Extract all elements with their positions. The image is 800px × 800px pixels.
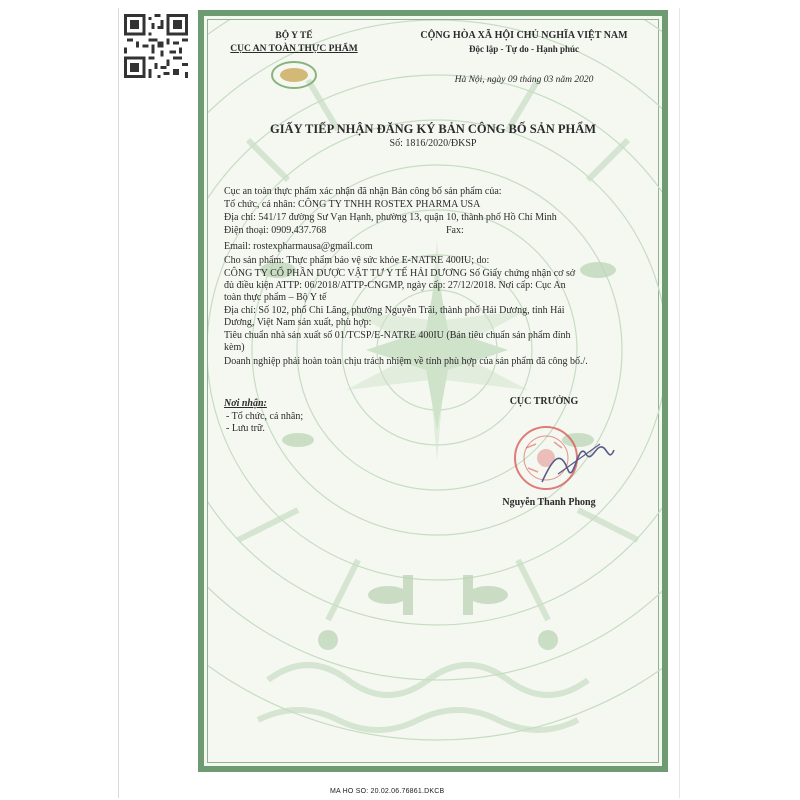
recipients-heading: Nơi nhận: <box>224 398 267 409</box>
agency-label: CỤC AN TOÀN THỰC PHẨM <box>230 44 358 54</box>
document-number: Số: 1816/2020/ĐKSP <box>389 138 477 149</box>
body-standard-line2: kèm) <box>224 342 245 353</box>
body-maker-line2: đủ điều kiện ATTP: 06/2018/ATTP-CNGMP, ngày cấp: 27/12/2018. Nơi cấp: Cục An <box>224 280 566 291</box>
national-motto: Độc lập - Tự do - Hạnh phúc <box>468 44 579 54</box>
qr-code <box>124 14 188 78</box>
country-name: CỘNG HÒA XÃ HỘI CHỦ NGHĨA VIỆT NAM <box>420 30 628 41</box>
document-title: GIẤY TIẾP NHẬN ĐĂNG KÝ BẢN CÔNG BỐ SẢN PHẨM <box>269 122 597 136</box>
recipients-item: - Lưu trữ. <box>226 423 265 434</box>
body-address: Địa chỉ: 541/17 đường Sư Vạn Hạnh, phường 13, quận 10, thành phố Hồ Chí Minh <box>224 212 557 223</box>
body-organization: Tổ chức, cá nhân: CÔNG TY TNHH ROSTEX PHARMA USA <box>224 199 481 210</box>
body-maker-address-line1: Địa chỉ: Số 102, phố Chi Lăng, phường Nguyễn Trãi, thành phố Hải Dương, tỉnh Hải <box>224 305 565 316</box>
body-standard-line1: Tiêu chuẩn nhà sản xuất số 01/TCSP/E-NATRE 400IU (Bản tiêu chuẩn sản phẩm đính <box>224 330 571 341</box>
body-fax: Fax: <box>446 225 464 236</box>
issue-date-place: Hà Nội, ngày 09 tháng 03 năm 2020 <box>454 75 594 85</box>
signer-name: Nguyễn Thanh Phong <box>502 497 596 508</box>
file-code: MA HO SO: 20.02.06.76861.DKCB <box>330 788 445 795</box>
body-responsibility: Doanh nghiệp phải hoàn toàn chịu trách nhiệm về tính phù hợp của sản phẩm đã công bố./. <box>224 356 588 367</box>
certificate <box>198 10 668 772</box>
body-intro: Cục an toàn thực phẩm xác nhận đã nhận Bản công bố sản phẩm của: <box>224 186 502 197</box>
handwritten-signature <box>538 430 618 490</box>
body-maker-line1: CÔNG TY CỔ PHẦN DƯỢC VẬT TƯ Y TẾ HẢI DƯƠNG Số Giấy chứng nhận cơ sở <box>224 268 576 279</box>
recipients-item: - Tổ chức, cá nhân; <box>226 411 304 422</box>
body-maker-line3: toàn thực phẩm – Bộ Y tế <box>224 292 327 303</box>
body-product: Cho sản phẩm: Thực phẩm bảo vệ sức khỏe E-NATRE 400IU; do: <box>224 255 490 266</box>
agency-logo <box>268 58 320 92</box>
ministry-label: BỘ Y TẾ <box>275 31 313 41</box>
signer-role: CỤC TRƯỞNG <box>509 396 579 407</box>
body-maker-address-line2: Dương, Việt Nam sản xuất, phù hợp: <box>224 317 372 328</box>
body-email: Email: rostexpharmausa@gmail.com <box>224 241 373 252</box>
body-phone: Điện thoại: 0909.437.768 <box>224 225 327 236</box>
